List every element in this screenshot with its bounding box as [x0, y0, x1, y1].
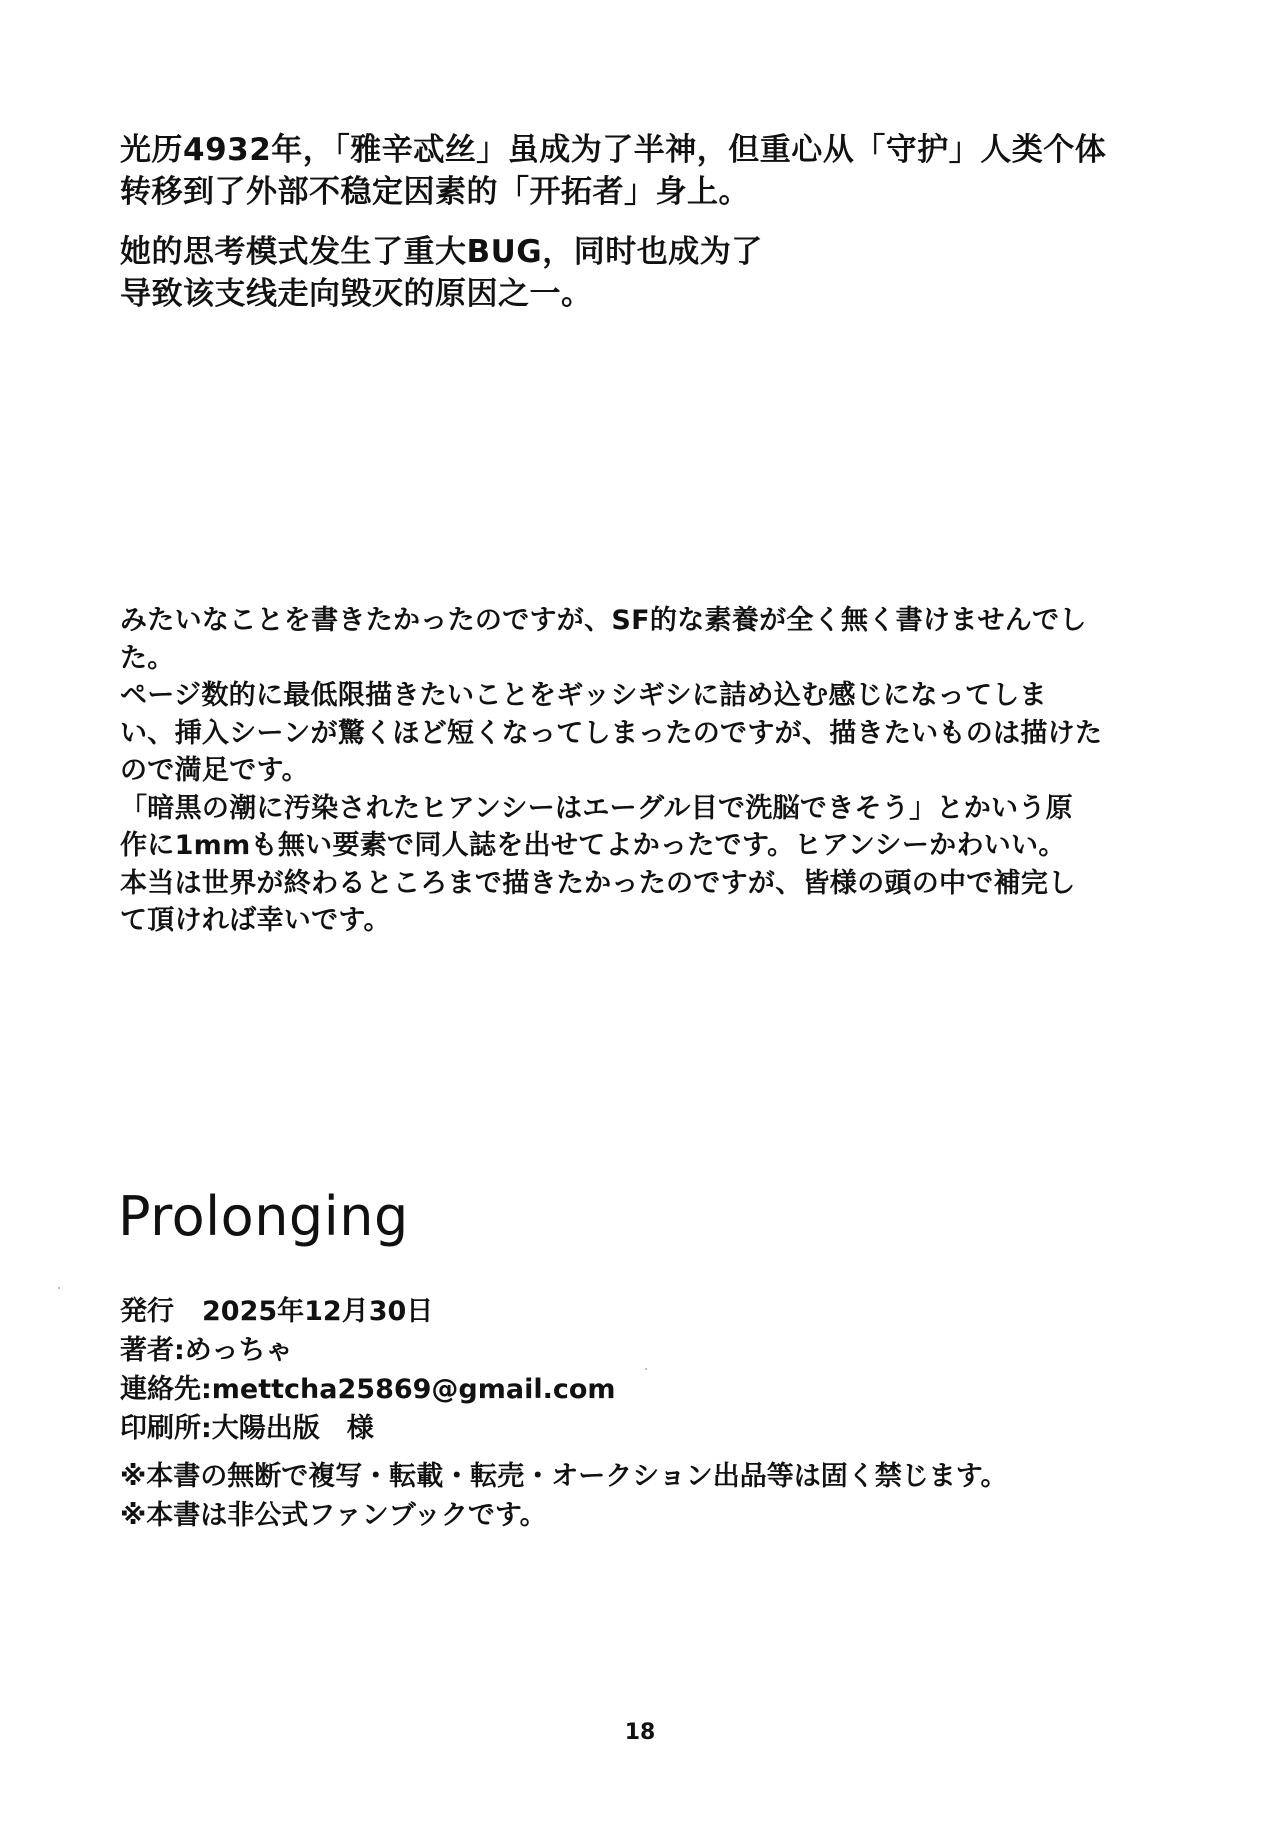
intro-paragraph-1 [120, 129, 1160, 213]
printer-line: 印刷所:大陽出版 様 [120, 1413, 374, 1444]
contact-line: 連絡先:mettcha25869@gmail.com [120, 1374, 616, 1405]
intro-line: 导致该支线走向毁灭的原因之一。 [120, 276, 593, 312]
scan-speck [58, 1287, 60, 1289]
afterword-line: た。 [120, 642, 175, 674]
scan-speck [645, 1368, 647, 1370]
note-line: ※本書の無断で複写・転載・転売・オークション出品等は固く禁じます。 [120, 1461, 1008, 1492]
copyright-notes [120, 1457, 1160, 1535]
afterword-line: 「暗黒の潮に汚染されたヒアンシーはエーグル目で洗脳できそう」とかいう原 [120, 792, 1073, 824]
issue-date: 2025年12月30日 [202, 1296, 434, 1327]
issue-label: 発行 [120, 1296, 174, 1327]
intro-line: 转移到了外部不稳定因素的「开拓者」身上。 [120, 174, 750, 210]
author-line: 著者:めっちゃ [120, 1335, 293, 1366]
colophon [120, 1292, 1160, 1448]
page-number: 18 [624, 1720, 656, 1745]
afterword-line: 本当は世界が終わるところまで描きたかったのですが、皆様の頭の中で補完し [120, 867, 1076, 899]
intro-paragraph-2 [120, 231, 1160, 315]
afterword [120, 602, 1160, 940]
afterword-line: 作に1mmも無い要素で同人誌を出せてよかったです。ヒアンシーかわいい。 [120, 830, 1066, 861]
afterword-line: ので満足です。 [120, 755, 309, 786]
intro-line: 她的思考模式发生了重大BUG，同时也成为了 [120, 234, 763, 270]
afterword-line: い、挿入シーンが驚くほど短くなってしまったのですが、描きたいものは描けた [120, 717, 1103, 749]
afterword-line: みたいなことを書きたかったのですが、SF的な素養が全く無く書けませんでし [120, 605, 1087, 636]
afterword-line: ページ数的に最低限描きたいことをギッシギシに詰め込む感じになってしま [120, 680, 1047, 711]
afterword-line: て頂ければ幸いです。 [120, 905, 391, 936]
intro-line: 光历4932年，「雅辛忒丝」虽成为了半神，但重心从「守护」人类个体 [120, 132, 1107, 168]
book-title: Prolonging [118, 1185, 409, 1248]
note-line: ※本書は非公式ファンブックです。 [120, 1500, 547, 1531]
issue-line [120, 1292, 1160, 1331]
